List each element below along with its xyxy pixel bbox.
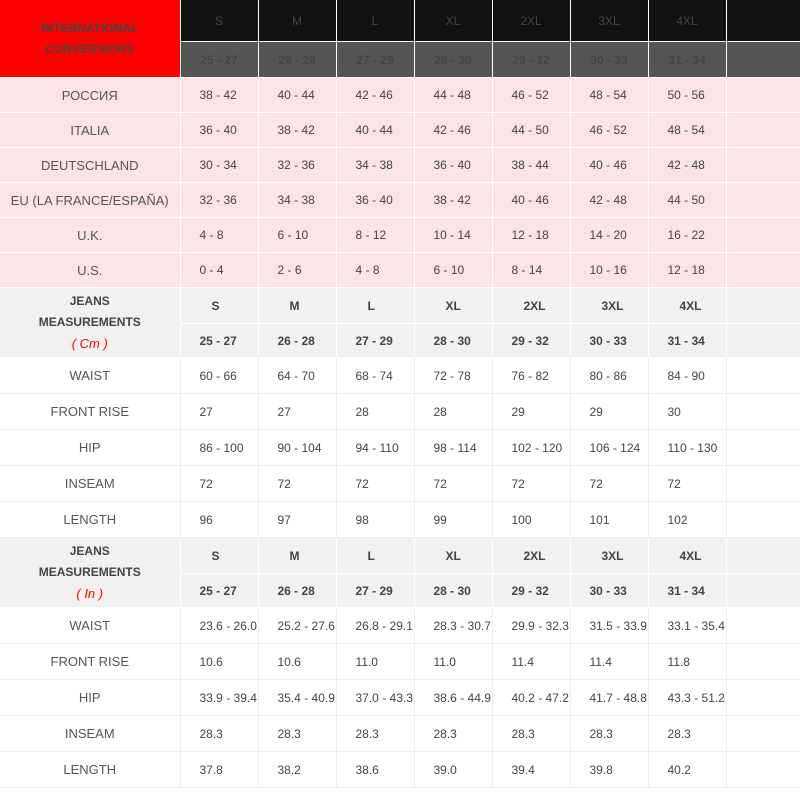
- jeans-in-range-xl: 28 - 30: [414, 574, 492, 608]
- value-cell: 29: [570, 394, 648, 430]
- value-cell: 27: [180, 394, 258, 430]
- value-cell: 6 - 10: [258, 218, 336, 253]
- empty-cell: [726, 394, 800, 430]
- row-label: WAIST: [0, 608, 180, 644]
- value-cell: 32 - 36: [258, 148, 336, 183]
- value-cell: 48 - 54: [648, 113, 726, 148]
- value-cell: 72 - 78: [414, 358, 492, 394]
- value-cell: 11.8: [648, 644, 726, 680]
- jeans-cm-size-l: L: [336, 288, 414, 324]
- empty-cell: [726, 574, 800, 608]
- value-cell: 72: [180, 466, 258, 502]
- value-cell: 27: [258, 394, 336, 430]
- value-cell: 38 - 42: [258, 113, 336, 148]
- row-label: РОССИЯ: [0, 78, 180, 113]
- row-label: ITALIA: [0, 113, 180, 148]
- value-cell: 10 - 16: [570, 253, 648, 288]
- empty-cell: [726, 324, 800, 358]
- jeans-cm-range-4xl: 31 - 34: [648, 324, 726, 358]
- value-cell: 10 - 14: [414, 218, 492, 253]
- jeans-in-row-front-rise: [0, 644, 800, 680]
- row-label: INSEAM: [0, 466, 180, 502]
- value-cell: 102 - 120: [492, 430, 570, 466]
- value-cell: 84 - 90: [648, 358, 726, 394]
- jeans-in-row-inseam: [0, 716, 800, 752]
- value-cell: 40 - 44: [336, 113, 414, 148]
- value-cell: 29: [492, 394, 570, 430]
- value-cell: 100: [492, 502, 570, 538]
- jeans-cm-range-m: 26 - 28: [258, 324, 336, 358]
- jeans-cm-range-l: 27 - 29: [336, 324, 414, 358]
- intl-title-line-1: INTERNATIONAL: [41, 20, 139, 35]
- row-label: U.K.: [0, 218, 180, 253]
- jeans-in-title: [0, 538, 180, 608]
- value-cell: 38 - 42: [414, 183, 492, 218]
- jeans-in-range-l: 27 - 29: [336, 574, 414, 608]
- intl-size-4xl: 4XL: [648, 0, 726, 42]
- jeans-cm-row-waist: [0, 358, 800, 394]
- value-cell: 11.4: [570, 644, 648, 680]
- value-cell: 72: [336, 466, 414, 502]
- value-cell: 34 - 38: [336, 148, 414, 183]
- value-cell: 48 - 54: [570, 78, 648, 113]
- value-cell: 12 - 18: [492, 218, 570, 253]
- value-cell: 72: [414, 466, 492, 502]
- jeans-in-size-l: L: [336, 538, 414, 574]
- jeans-in-range-m: 26 - 28: [258, 574, 336, 608]
- value-cell: 72: [258, 466, 336, 502]
- empty-cell: [726, 466, 800, 502]
- conversion-row-italia: [0, 113, 800, 148]
- empty-cell: [726, 608, 800, 644]
- value-cell: 96: [180, 502, 258, 538]
- jeans-cm-range-3xl: 30 - 33: [570, 324, 648, 358]
- jeans-cm-size-2xl: 2XL: [492, 288, 570, 324]
- empty-cell: [726, 253, 800, 288]
- value-cell: 38.6: [336, 752, 414, 788]
- intl-size-s: S: [180, 0, 258, 42]
- jeans-in-size-xl: XL: [414, 538, 492, 574]
- jeans-cm-row-length: [0, 502, 800, 538]
- value-cell: 37.0 - 43.3: [336, 680, 414, 716]
- conversion-row-deutschland: [0, 148, 800, 183]
- value-cell: 36 - 40: [336, 183, 414, 218]
- conversion-row-russia: [0, 78, 800, 113]
- conversion-row-us: [0, 253, 800, 288]
- value-cell: 25.2 - 27.6: [258, 608, 336, 644]
- value-cell: 26.8 - 29.1: [336, 608, 414, 644]
- intl-range-xl: 28 - 30: [414, 42, 492, 78]
- value-cell: 6 - 10: [414, 253, 492, 288]
- value-cell: 16 - 22: [648, 218, 726, 253]
- value-cell: 40.2: [648, 752, 726, 788]
- value-cell: 28.3 - 30.7: [414, 608, 492, 644]
- row-label: HIP: [0, 430, 180, 466]
- empty-cell: [726, 183, 800, 218]
- value-cell: 68 - 74: [336, 358, 414, 394]
- row-label: FRONT RISE: [0, 644, 180, 680]
- intl-range-l: 27 - 29: [336, 42, 414, 78]
- value-cell: 60 - 66: [180, 358, 258, 394]
- value-cell: 11.0: [414, 644, 492, 680]
- value-cell: 28.3: [180, 716, 258, 752]
- intl-size-m: M: [258, 0, 336, 42]
- jeans-in-range-s: 25 - 27: [180, 574, 258, 608]
- jeans-cm-size-4xl: 4XL: [648, 288, 726, 324]
- value-cell: 72: [570, 466, 648, 502]
- intl-conversions-title: [0, 0, 180, 78]
- value-cell: 12 - 18: [648, 253, 726, 288]
- value-cell: 39.0: [414, 752, 492, 788]
- jeans-in-range-4xl: 31 - 34: [648, 574, 726, 608]
- value-cell: 76 - 82: [492, 358, 570, 394]
- empty-cell: [726, 644, 800, 680]
- value-cell: 33.1 - 35.4: [648, 608, 726, 644]
- intl-range-m: 26 - 28: [258, 42, 336, 78]
- empty-cell: [726, 288, 800, 324]
- conversion-row-uk: [0, 218, 800, 253]
- jeans-cm-row-front-rise: [0, 394, 800, 430]
- value-cell: 42 - 46: [336, 78, 414, 113]
- row-label: LENGTH: [0, 752, 180, 788]
- value-cell: 80 - 86: [570, 358, 648, 394]
- jeans-in-size-header-row: [0, 538, 800, 574]
- empty-cell: [726, 0, 800, 42]
- value-cell: 14 - 20: [570, 218, 648, 253]
- jeans-cm-row-inseam: [0, 466, 800, 502]
- value-cell: 38.2: [258, 752, 336, 788]
- jeans-in-size-4xl: 4XL: [648, 538, 726, 574]
- row-label: INSEAM: [0, 716, 180, 752]
- value-cell: 46 - 52: [492, 78, 570, 113]
- value-cell: 50 - 56: [648, 78, 726, 113]
- value-cell: 36 - 40: [180, 113, 258, 148]
- jeans-in-range-3xl: 30 - 33: [570, 574, 648, 608]
- empty-cell: [726, 716, 800, 752]
- jeans-cm-size-m: M: [258, 288, 336, 324]
- jeans-in-title-line-2: MEASUREMENTS: [38, 564, 141, 579]
- value-cell: 32 - 36: [180, 183, 258, 218]
- row-label: HIP: [0, 680, 180, 716]
- empty-cell: [726, 680, 800, 716]
- intl-size-3xl: 3XL: [570, 0, 648, 42]
- jeans-cm-size-3xl: 3XL: [570, 288, 648, 324]
- value-cell: 94 - 110: [336, 430, 414, 466]
- jeans-cm-title-line-2: MEASUREMENTS: [38, 314, 141, 329]
- value-cell: 42 - 48: [570, 183, 648, 218]
- value-cell: 38 - 42: [180, 78, 258, 113]
- value-cell: 10.6: [258, 644, 336, 680]
- value-cell: 30: [648, 394, 726, 430]
- value-cell: 0 - 4: [180, 253, 258, 288]
- value-cell: 4 - 8: [180, 218, 258, 253]
- value-cell: 86 - 100: [180, 430, 258, 466]
- value-cell: 101: [570, 502, 648, 538]
- value-cell: 28.3: [336, 716, 414, 752]
- value-cell: 28.3: [258, 716, 336, 752]
- empty-cell: [726, 358, 800, 394]
- value-cell: 31.5 - 33.9: [570, 608, 648, 644]
- empty-cell: [726, 218, 800, 253]
- row-label: EU (LA FRANCE/ESPAÑA): [0, 183, 180, 218]
- value-cell: 28.3: [570, 716, 648, 752]
- intl-size-header-row: [0, 0, 800, 42]
- jeans-cm-range-2xl: 29 - 32: [492, 324, 570, 358]
- jeans-in-range-2xl: 29 - 32: [492, 574, 570, 608]
- jeans-in-size-3xl: 3XL: [570, 538, 648, 574]
- empty-cell: [726, 113, 800, 148]
- value-cell: 102: [648, 502, 726, 538]
- value-cell: 35.4 - 40.9: [258, 680, 336, 716]
- empty-cell: [726, 42, 800, 78]
- intl-size-2xl: 2XL: [492, 0, 570, 42]
- jeans-cm-unit: ( Cm ): [71, 335, 108, 351]
- value-cell: 72: [492, 466, 570, 502]
- jeans-in-title-line-1: JEANS: [69, 543, 110, 558]
- intl-title-line-2: CONVERSIONS: [45, 41, 135, 56]
- value-cell: 30 - 34: [180, 148, 258, 183]
- value-cell: 37.8: [180, 752, 258, 788]
- value-cell: 40 - 46: [492, 183, 570, 218]
- value-cell: 8 - 14: [492, 253, 570, 288]
- empty-cell: [726, 148, 800, 183]
- jeans-in-row-length: [0, 752, 800, 788]
- conversion-row-eu: [0, 183, 800, 218]
- empty-cell: [726, 752, 800, 788]
- value-cell: 44 - 50: [648, 183, 726, 218]
- value-cell: 90 - 104: [258, 430, 336, 466]
- value-cell: 39.4: [492, 752, 570, 788]
- value-cell: 40 - 46: [570, 148, 648, 183]
- value-cell: 99: [414, 502, 492, 538]
- intl-range-2xl: 29 - 32: [492, 42, 570, 78]
- intl-size-xl: XL: [414, 0, 492, 42]
- jeans-in-size-m: M: [258, 538, 336, 574]
- jeans-in-row-hip: [0, 680, 800, 716]
- value-cell: 2 - 6: [258, 253, 336, 288]
- row-label: DEUTSCHLAND: [0, 148, 180, 183]
- row-label: WAIST: [0, 358, 180, 394]
- value-cell: 46 - 52: [570, 113, 648, 148]
- value-cell: 97: [258, 502, 336, 538]
- intl-range-s: 25 - 27: [180, 42, 258, 78]
- value-cell: 38.6 - 44.9: [414, 680, 492, 716]
- intl-range-4xl: 31 - 34: [648, 42, 726, 78]
- empty-cell: [726, 78, 800, 113]
- jeans-in-size-s: S: [180, 538, 258, 574]
- value-cell: 34 - 38: [258, 183, 336, 218]
- value-cell: 39.8: [570, 752, 648, 788]
- row-label: FRONT RISE: [0, 394, 180, 430]
- value-cell: 40.2 - 47.2: [492, 680, 570, 716]
- jeans-in-unit: ( In ): [76, 585, 104, 601]
- value-cell: 4 - 8: [336, 253, 414, 288]
- value-cell: 106 - 124: [570, 430, 648, 466]
- jeans-cm-title: [0, 288, 180, 358]
- jeans-cm-size-xl: XL: [414, 288, 492, 324]
- value-cell: 28.3: [648, 716, 726, 752]
- jeans-cm-row-hip: [0, 430, 800, 466]
- value-cell: 28: [336, 394, 414, 430]
- value-cell: 40 - 44: [258, 78, 336, 113]
- jeans-cm-title-line-1: JEANS: [69, 293, 110, 308]
- intl-size-l: L: [336, 0, 414, 42]
- empty-cell: [726, 430, 800, 466]
- value-cell: 41.7 - 48.8: [570, 680, 648, 716]
- value-cell: 42 - 48: [648, 148, 726, 183]
- value-cell: 98 - 114: [414, 430, 492, 466]
- empty-cell: [726, 502, 800, 538]
- value-cell: 110 - 130: [648, 430, 726, 466]
- jeans-cm-range-xl: 28 - 30: [414, 324, 492, 358]
- jeans-cm-size-header-row: [0, 288, 800, 324]
- value-cell: 10.6: [180, 644, 258, 680]
- empty-cell: [726, 538, 800, 574]
- value-cell: 28.3: [492, 716, 570, 752]
- value-cell: 11.4: [492, 644, 570, 680]
- value-cell: 64 - 70: [258, 358, 336, 394]
- jeans-cm-range-s: 25 - 27: [180, 324, 258, 358]
- value-cell: 29.9 - 32.3: [492, 608, 570, 644]
- value-cell: 72: [648, 466, 726, 502]
- jeans-in-size-2xl: 2XL: [492, 538, 570, 574]
- value-cell: 42 - 46: [414, 113, 492, 148]
- value-cell: 44 - 50: [492, 113, 570, 148]
- value-cell: 11.0: [336, 644, 414, 680]
- value-cell: 23.6 - 26.0: [180, 608, 258, 644]
- value-cell: 28: [414, 394, 492, 430]
- value-cell: 8 - 12: [336, 218, 414, 253]
- row-label: LENGTH: [0, 502, 180, 538]
- jeans-cm-size-s: S: [180, 288, 258, 324]
- value-cell: 38 - 44: [492, 148, 570, 183]
- value-cell: 43.3 - 51.2: [648, 680, 726, 716]
- row-label: U.S.: [0, 253, 180, 288]
- jeans-in-row-waist: [0, 608, 800, 644]
- value-cell: 44 - 48: [414, 78, 492, 113]
- value-cell: 36 - 40: [414, 148, 492, 183]
- value-cell: 98: [336, 502, 414, 538]
- intl-range-3xl: 30 - 33: [570, 42, 648, 78]
- value-cell: 28.3: [414, 716, 492, 752]
- value-cell: 33.9 - 39.4: [180, 680, 258, 716]
